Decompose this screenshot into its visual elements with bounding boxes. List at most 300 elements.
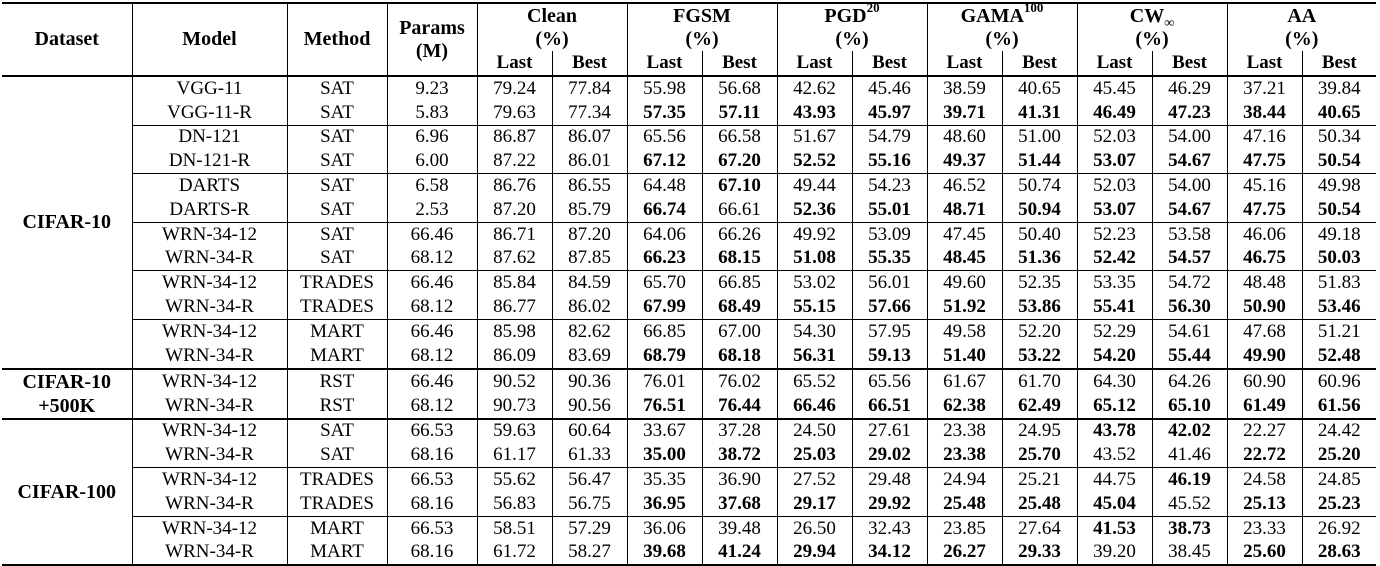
last-value: 41.53 (1077, 516, 1152, 540)
params-cell: 68.16 (387, 541, 477, 566)
last-value: 66.74 (627, 198, 702, 222)
best-value: 29.33 (1002, 541, 1077, 566)
best-value: 66.85 (702, 271, 777, 295)
last-value: 22.72 (1227, 443, 1302, 467)
last-value: 64.48 (627, 174, 702, 198)
last-value: 67.99 (627, 295, 702, 319)
last-value: 61.72 (477, 541, 552, 566)
best-value: 38.73 (1152, 516, 1227, 540)
last-value: 36.06 (627, 516, 702, 540)
best-value: 27.64 (1002, 516, 1077, 540)
last-header: Last (777, 51, 852, 76)
best-header: Best (1002, 51, 1077, 76)
last-value: 38.44 (1227, 101, 1302, 125)
best-value: 56.68 (702, 76, 777, 101)
best-value: 42.02 (1152, 419, 1227, 444)
best-value: 25.48 (1002, 492, 1077, 516)
best-value: 45.97 (852, 101, 927, 125)
model-header: Model (132, 3, 287, 76)
last-value: 49.60 (927, 271, 1002, 295)
last-value: 50.90 (1227, 295, 1302, 319)
last-value: 65.12 (1077, 394, 1152, 419)
params-cell: 66.46 (387, 271, 477, 295)
table-section (2, 419, 1376, 566)
best-value: 28.63 (1302, 541, 1376, 566)
model-cell: WRN-34-12 (132, 516, 287, 540)
best-value: 46.19 (1152, 468, 1227, 492)
last-value: 52.52 (777, 149, 852, 173)
last-value: 51.67 (777, 125, 852, 149)
method-cell: SAT (287, 198, 387, 222)
last-value: 24.50 (777, 419, 852, 444)
model-cell: VGG-11-R (132, 101, 287, 125)
last-value: 49.90 (1227, 344, 1302, 369)
last-value: 55.98 (627, 76, 702, 101)
last-header: Last (477, 51, 552, 76)
method-cell: TRADES (287, 492, 387, 516)
metric-unit: (%) (1227, 28, 1376, 51)
params-cell: 6.96 (387, 125, 477, 149)
metric-name: Clean (527, 4, 577, 27)
table-row (2, 198, 1376, 222)
last-value: 45.04 (1077, 492, 1152, 516)
last-value: 46.49 (1077, 101, 1152, 125)
best-value: 55.01 (852, 198, 927, 222)
last-value: 55.62 (477, 468, 552, 492)
last-value: 37.21 (1227, 76, 1302, 101)
best-value: 25.21 (1002, 468, 1077, 492)
method-cell: SAT (287, 149, 387, 173)
model-cell: WRN-34-R (132, 394, 287, 419)
best-value: 86.07 (552, 125, 627, 149)
last-value: 49.37 (927, 149, 1002, 173)
best-value: 67.10 (702, 174, 777, 198)
last-value: 23.38 (927, 419, 1002, 444)
best-value: 25.23 (1302, 492, 1376, 516)
table-row (2, 149, 1376, 173)
table-row (2, 76, 1376, 101)
method-cell: RST (287, 369, 387, 394)
last-value: 35.00 (627, 443, 702, 467)
best-value: 39.48 (702, 516, 777, 540)
method-cell: SAT (287, 101, 387, 125)
best-value: 68.15 (702, 247, 777, 271)
best-value: 68.18 (702, 344, 777, 369)
last-value: 33.67 (627, 419, 702, 444)
table-row (2, 319, 1376, 343)
best-value: 50.94 (1002, 198, 1077, 222)
best-value: 56.75 (552, 492, 627, 516)
table-row (2, 443, 1376, 467)
last-value: 61.17 (477, 443, 552, 467)
last-value: 45.45 (1077, 76, 1152, 101)
params-cell: 66.46 (387, 319, 477, 343)
last-value: 26.27 (927, 541, 1002, 566)
best-value: 56.30 (1152, 295, 1227, 319)
best-value: 24.42 (1302, 419, 1376, 444)
last-header: Last (927, 51, 1002, 76)
best-value: 41.24 (702, 541, 777, 566)
last-value: 76.51 (627, 394, 702, 419)
method-cell: TRADES (287, 295, 387, 319)
last-value: 46.75 (1227, 247, 1302, 271)
best-value: 34.12 (852, 541, 927, 566)
params-cell: 5.83 (387, 101, 477, 125)
last-value: 25.48 (927, 492, 1002, 516)
params-cell: 9.23 (387, 76, 477, 101)
last-value: 52.29 (1077, 319, 1152, 343)
best-value: 61.70 (1002, 369, 1077, 394)
method-cell: SAT (287, 247, 387, 271)
method-cell: TRADES (287, 468, 387, 492)
best-value: 29.92 (852, 492, 927, 516)
best-value: 41.46 (1152, 443, 1227, 467)
last-value: 43.93 (777, 101, 852, 125)
best-value: 61.56 (1302, 394, 1376, 419)
best-value: 86.01 (552, 149, 627, 173)
best-value: 77.34 (552, 101, 627, 125)
best-value: 57.95 (852, 319, 927, 343)
best-value: 68.49 (702, 295, 777, 319)
best-value: 38.45 (1152, 541, 1227, 566)
best-value: 76.44 (702, 394, 777, 419)
best-value: 64.26 (1152, 369, 1227, 394)
last-value: 56.31 (777, 344, 852, 369)
metric-unit: (%) (1077, 28, 1227, 51)
last-value: 44.75 (1077, 468, 1152, 492)
metric-header (777, 3, 927, 28)
best-value: 53.86 (1002, 295, 1077, 319)
method-cell: MART (287, 319, 387, 343)
best-value: 24.85 (1302, 468, 1376, 492)
best-value: 54.00 (1152, 174, 1227, 198)
last-value: 66.46 (777, 394, 852, 419)
best-value: 59.13 (852, 344, 927, 369)
best-value: 55.44 (1152, 344, 1227, 369)
metric-header (1227, 3, 1376, 28)
last-value: 26.50 (777, 516, 852, 540)
model-cell: WRN-34-12 (132, 369, 287, 394)
last-value: 56.83 (477, 492, 552, 516)
best-value: 54.00 (1152, 125, 1227, 149)
model-cell: WRN-34-12 (132, 271, 287, 295)
last-value: 53.07 (1077, 198, 1152, 222)
best-value: 50.34 (1302, 125, 1376, 149)
last-value: 47.68 (1227, 319, 1302, 343)
last-value: 85.98 (477, 319, 552, 343)
dataset-header: Dataset (34, 28, 99, 50)
last-value: 49.92 (777, 222, 852, 246)
last-value: 49.44 (777, 174, 852, 198)
metric-header (1077, 3, 1227, 28)
last-value: 22.27 (1227, 419, 1302, 444)
best-value: 77.84 (552, 76, 627, 101)
model-cell: DN-121-R (132, 149, 287, 173)
metric-header (627, 3, 777, 28)
table-row (2, 344, 1376, 369)
last-value: 55.15 (777, 295, 852, 319)
last-value: 54.20 (1077, 344, 1152, 369)
params-cell: 68.16 (387, 492, 477, 516)
last-value: 25.13 (1227, 492, 1302, 516)
last-value: 35.35 (627, 468, 702, 492)
params-cell: 68.12 (387, 344, 477, 369)
best-value: 54.23 (852, 174, 927, 198)
best-value: 56.47 (552, 468, 627, 492)
last-value: 61.49 (1227, 394, 1302, 419)
last-header: Last (1077, 51, 1152, 76)
params-header (387, 3, 477, 76)
best-value: 53.46 (1302, 295, 1376, 319)
table-row (2, 468, 1376, 492)
last-value: 59.63 (477, 419, 552, 444)
best-value: 55.35 (852, 247, 927, 271)
last-value: 54.30 (777, 319, 852, 343)
last-value: 51.08 (777, 247, 852, 271)
table-section (2, 76, 1376, 369)
best-value: 49.18 (1302, 222, 1376, 246)
last-value: 55.41 (1077, 295, 1152, 319)
last-value: 39.68 (627, 541, 702, 566)
last-value: 51.92 (927, 295, 1002, 319)
metric-unit: (%) (627, 28, 777, 51)
params-cell: 66.53 (387, 468, 477, 492)
params-cell: 6.00 (387, 149, 477, 173)
best-value: 39.84 (1302, 76, 1376, 101)
table-row (2, 222, 1376, 246)
last-value: 68.79 (627, 344, 702, 369)
best-header: Best (1302, 51, 1376, 76)
best-value: 51.83 (1302, 271, 1376, 295)
last-header: Last (627, 51, 702, 76)
table-row (2, 125, 1376, 149)
model-cell: WRN-34-R (132, 541, 287, 566)
last-value: 23.85 (927, 516, 1002, 540)
best-value: 58.27 (552, 541, 627, 566)
params-cell: 2.53 (387, 198, 477, 222)
best-value: 66.51 (852, 394, 927, 419)
table-row (2, 492, 1376, 516)
dataset-name: CIFAR-10 (22, 370, 111, 393)
params-cell: 68.12 (387, 295, 477, 319)
model-cell: WRN-34-R (132, 295, 287, 319)
metric-unit: (%) (927, 28, 1077, 51)
best-value: 65.56 (852, 369, 927, 394)
last-value: 48.45 (927, 247, 1002, 271)
last-value: 86.09 (477, 344, 552, 369)
best-value: 62.49 (1002, 394, 1077, 419)
last-value: 52.03 (1077, 125, 1152, 149)
last-value: 53.35 (1077, 271, 1152, 295)
last-value: 52.36 (777, 198, 852, 222)
best-value: 67.20 (702, 149, 777, 173)
method-cell: RST (287, 394, 387, 419)
best-value: 37.68 (702, 492, 777, 516)
dataset-cell (2, 419, 132, 566)
best-header: Best (702, 51, 777, 76)
model-cell: WRN-34-R (132, 492, 287, 516)
best-value: 40.65 (1002, 76, 1077, 101)
params-cell: 66.53 (387, 419, 477, 444)
best-value: 67.00 (702, 319, 777, 343)
method-cell: SAT (287, 222, 387, 246)
model-cell: WRN-34-12 (132, 468, 287, 492)
last-value: 90.52 (477, 369, 552, 394)
last-value: 52.03 (1077, 174, 1152, 198)
results-table (2, 2, 1376, 566)
best-value: 45.46 (852, 76, 927, 101)
best-value: 61.33 (552, 443, 627, 467)
best-value: 25.20 (1302, 443, 1376, 467)
table-row (2, 271, 1376, 295)
best-value: 86.55 (552, 174, 627, 198)
method-cell: TRADES (287, 271, 387, 295)
last-value: 47.75 (1227, 149, 1302, 173)
last-value: 61.67 (927, 369, 1002, 394)
model-cell: WRN-34-12 (132, 419, 287, 444)
last-value: 65.70 (627, 271, 702, 295)
last-value: 52.42 (1077, 247, 1152, 271)
table-row (2, 516, 1376, 540)
best-value: 27.61 (852, 419, 927, 444)
best-value: 52.20 (1002, 319, 1077, 343)
best-value: 65.10 (1152, 394, 1227, 419)
metric-unit: (%) (477, 28, 627, 51)
best-value: 60.64 (552, 419, 627, 444)
model-cell: DARTS-R (132, 198, 287, 222)
best-value: 76.02 (702, 369, 777, 394)
table-row (2, 394, 1376, 419)
model-cell: DARTS (132, 174, 287, 198)
last-value: 23.38 (927, 443, 1002, 467)
metric-header (927, 3, 1077, 28)
metric-name: GAMA (960, 4, 1024, 27)
best-value: 52.48 (1302, 344, 1376, 369)
model-cell: WRN-34-12 (132, 222, 287, 246)
last-value: 48.60 (927, 125, 1002, 149)
best-value: 60.96 (1302, 369, 1376, 394)
last-value: 79.24 (477, 76, 552, 101)
best-value: 86.02 (552, 295, 627, 319)
model-cell: WRN-34-R (132, 344, 287, 369)
dataset-name: CIFAR-100 (17, 480, 116, 503)
best-value: 82.62 (552, 319, 627, 343)
last-value: 49.58 (927, 319, 1002, 343)
best-value: 54.61 (1152, 319, 1227, 343)
last-value: 25.03 (777, 443, 852, 467)
params-unit: (M) (415, 39, 449, 62)
last-value: 65.56 (627, 125, 702, 149)
best-value: 54.67 (1152, 198, 1227, 222)
model-cell: WRN-34-12 (132, 319, 287, 343)
last-value: 64.06 (627, 222, 702, 246)
last-value: 85.84 (477, 271, 552, 295)
best-value: 32.43 (852, 516, 927, 540)
last-value: 66.85 (627, 319, 702, 343)
last-value: 39.20 (1077, 541, 1152, 566)
table-row (2, 541, 1376, 566)
best-value: 50.03 (1302, 247, 1376, 271)
best-value: 87.20 (552, 222, 627, 246)
params-cell: 66.46 (387, 222, 477, 246)
best-value: 51.21 (1302, 319, 1376, 343)
last-value: 43.52 (1077, 443, 1152, 467)
table-header (2, 3, 1376, 76)
method-cell: SAT (287, 76, 387, 101)
params-cell: 68.12 (387, 394, 477, 419)
dataset-name: +500K (38, 394, 96, 417)
best-value: 90.36 (552, 369, 627, 394)
best-value: 53.58 (1152, 222, 1227, 246)
last-value: 46.06 (1227, 222, 1302, 246)
last-value: 29.94 (777, 541, 852, 566)
last-value: 51.40 (927, 344, 1002, 369)
last-value: 25.60 (1227, 541, 1302, 566)
best-value: 53.09 (852, 222, 927, 246)
params-cell: 68.12 (387, 247, 477, 271)
best-value: 26.92 (1302, 516, 1376, 540)
model-cell: WRN-34-R (132, 247, 287, 271)
best-value: 54.67 (1152, 149, 1227, 173)
dataset-cell (2, 76, 132, 369)
method-cell: SAT (287, 125, 387, 149)
best-value: 41.31 (1002, 101, 1077, 125)
last-value: 60.90 (1227, 369, 1302, 394)
best-value: 46.29 (1152, 76, 1227, 101)
best-value: 40.65 (1302, 101, 1376, 125)
metric-superscript: 20 (866, 3, 880, 15)
last-value: 48.48 (1227, 271, 1302, 295)
best-value: 25.70 (1002, 443, 1077, 467)
params-cell: 6.58 (387, 174, 477, 198)
last-value: 66.23 (627, 247, 702, 271)
best-value: 84.59 (552, 271, 627, 295)
best-header: Best (1152, 51, 1227, 76)
params-cell: 68.16 (387, 443, 477, 467)
params-cell: 66.53 (387, 516, 477, 540)
metric-name: PGD (824, 4, 867, 27)
last-value: 38.59 (927, 76, 1002, 101)
last-value: 65.52 (777, 369, 852, 394)
last-value: 57.35 (627, 101, 702, 125)
last-value: 24.94 (927, 468, 1002, 492)
best-value: 50.54 (1302, 198, 1376, 222)
last-value: 45.16 (1227, 174, 1302, 198)
best-value: 57.66 (852, 295, 927, 319)
best-value: 50.40 (1002, 222, 1077, 246)
last-value: 47.16 (1227, 125, 1302, 149)
table-row (2, 174, 1376, 198)
table-row (2, 295, 1376, 319)
best-value: 55.16 (852, 149, 927, 173)
method-cell: SAT (287, 419, 387, 444)
best-value: 57.29 (552, 516, 627, 540)
table-row (2, 247, 1376, 271)
best-value: 38.72 (702, 443, 777, 467)
best-header: Best (852, 51, 927, 76)
best-value: 52.35 (1002, 271, 1077, 295)
last-value: 58.51 (477, 516, 552, 540)
last-value: 48.71 (927, 198, 1002, 222)
best-value: 56.01 (852, 271, 927, 295)
method-cell: MART (287, 541, 387, 566)
last-value: 67.12 (627, 149, 702, 173)
metric-name: FGSM (673, 4, 731, 27)
method-header: Method (287, 3, 387, 76)
metric-subscript: ∞ (1164, 15, 1175, 28)
model-cell: VGG-11 (132, 76, 287, 101)
best-value: 51.36 (1002, 247, 1077, 271)
